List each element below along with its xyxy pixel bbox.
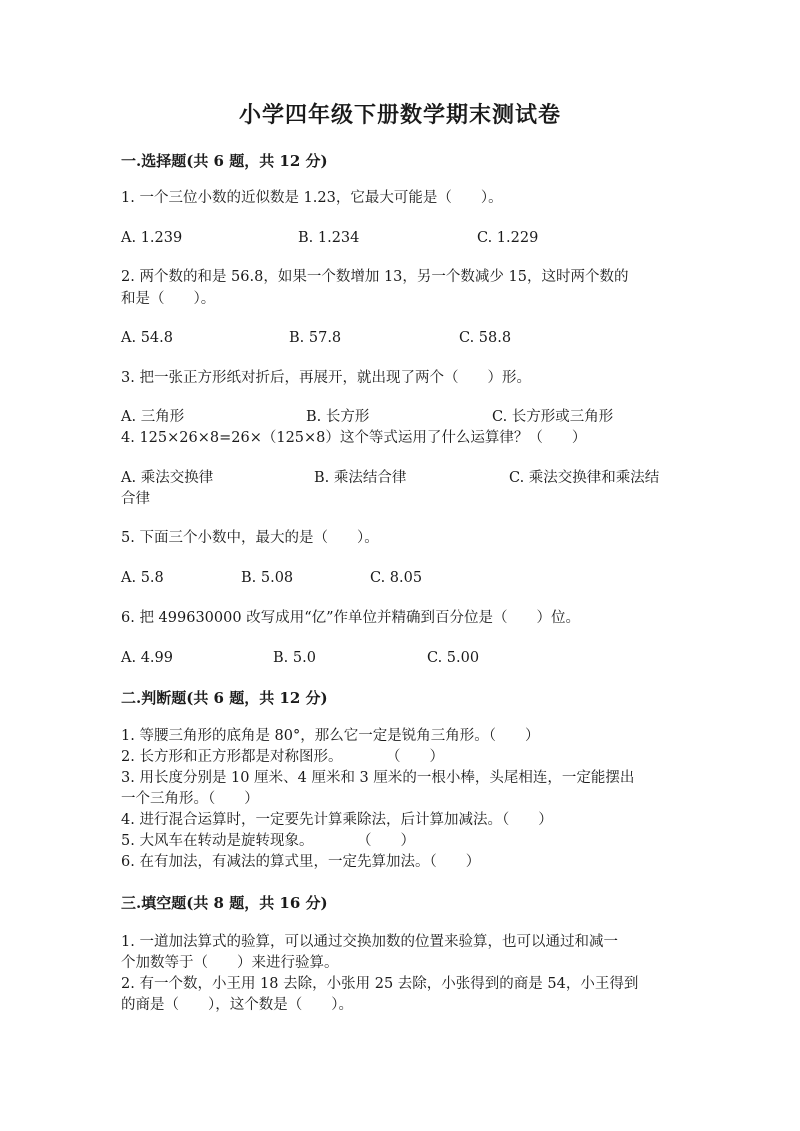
judgement-item: 6. 在有加法，有减法的算式里，一定先算加法。（ ） xyxy=(121,854,481,870)
option-c: C. 乘法交换律和乘法结 xyxy=(509,470,660,486)
option-c: C. 1.229 xyxy=(477,230,539,246)
option-b: B. 乘法结合律 xyxy=(314,470,407,486)
option-a: A. 54.8 xyxy=(121,330,173,346)
option-a: A. 4.99 xyxy=(121,650,173,666)
question-text: 4. 125×26×8=26×（125×8）这个等式运用了什么运算律？（ ） xyxy=(121,430,587,446)
exam-title: 小学四年级下册数学期末测试卷 xyxy=(238,102,561,128)
question-text: 5. 下面三个小数中，最大的是（ ）。 xyxy=(121,530,379,546)
judgement-item: 3. 用长度分别是 10 厘米、4 厘米和 3 厘米的一根小棒，头尾相连，一定能摆出 xyxy=(121,770,635,786)
judgement-item: 5. 大风车在转动是旋转现象。 （ ） xyxy=(121,833,415,849)
question-text: 1. 一个三位小数的近似数是 1.23，它最大可能是（ ）。 xyxy=(121,190,503,206)
fill-item: 的商是（ ），这个数是（ ）。 xyxy=(121,997,353,1013)
option-b: B. 1.234 xyxy=(298,230,360,246)
question-text: 6. 把 499630000 改写成用“亿”作单位并精确到百分位是（ ）位。 xyxy=(121,610,581,626)
option-b: B. 57.8 xyxy=(289,330,342,346)
fill-item: 2. 有一个数，小王用 18 去除，小张用 25 去除，小张得到的商是 54，小王得到 xyxy=(121,976,639,992)
option-b: B. 5.0 xyxy=(273,650,316,666)
option-c: C. 8.05 xyxy=(370,570,423,586)
option-a: A. 1.239 xyxy=(121,230,183,246)
section-heading-fill: 三.填空题(共 8 题，共 16 分) xyxy=(121,894,328,912)
question-text: 2. 两个数的和是 56.8，如果一个数增加 13，另一个数减少 15，这时两个数的 xyxy=(121,269,629,285)
judgement-item: 2. 长方形和正方形都是对称图形。 （ ） xyxy=(121,749,444,765)
option-c: C. 58.8 xyxy=(459,330,512,346)
option-c: C. 长方形或三角形 xyxy=(492,409,614,425)
judgement-item: 4. 进行混合运算时，一定要先计算乘除法，后计算加减法。（ ） xyxy=(121,812,553,828)
question-text: 3. 把一张正方形纸对折后，再展开，就出现了两个（ ）形。 xyxy=(121,370,531,386)
section-heading-judgement: 二.判断题(共 6 题，共 12 分) xyxy=(121,689,328,707)
option-a: A. 乘法交换律 xyxy=(121,470,214,486)
question-text: 和是（ ）。 xyxy=(121,291,216,307)
judgement-item: 1. 等腰三角形的底角是 80°，那么它一定是锐角三角形。（ ） xyxy=(121,728,540,744)
fill-item: 个加数等于（ ）来进行验算。 xyxy=(121,955,339,971)
judgement-item: 一个三角形。（ ） xyxy=(121,791,259,807)
option-c-wrap: 合律 xyxy=(121,491,150,507)
option-c: C. 5.00 xyxy=(427,650,480,666)
option-a: A. 三角形 xyxy=(121,409,185,425)
fill-item: 1. 一道加法算式的验算，可以通过交换加数的位置来验算，也可以通过和减一 xyxy=(121,934,618,950)
option-a: A. 5.8 xyxy=(121,570,164,586)
section-heading-choice: 一.选择题(共 6 题，共 12 分) xyxy=(121,152,328,170)
option-b: B. 5.08 xyxy=(241,570,294,586)
option-b: B. 长方形 xyxy=(306,409,370,425)
